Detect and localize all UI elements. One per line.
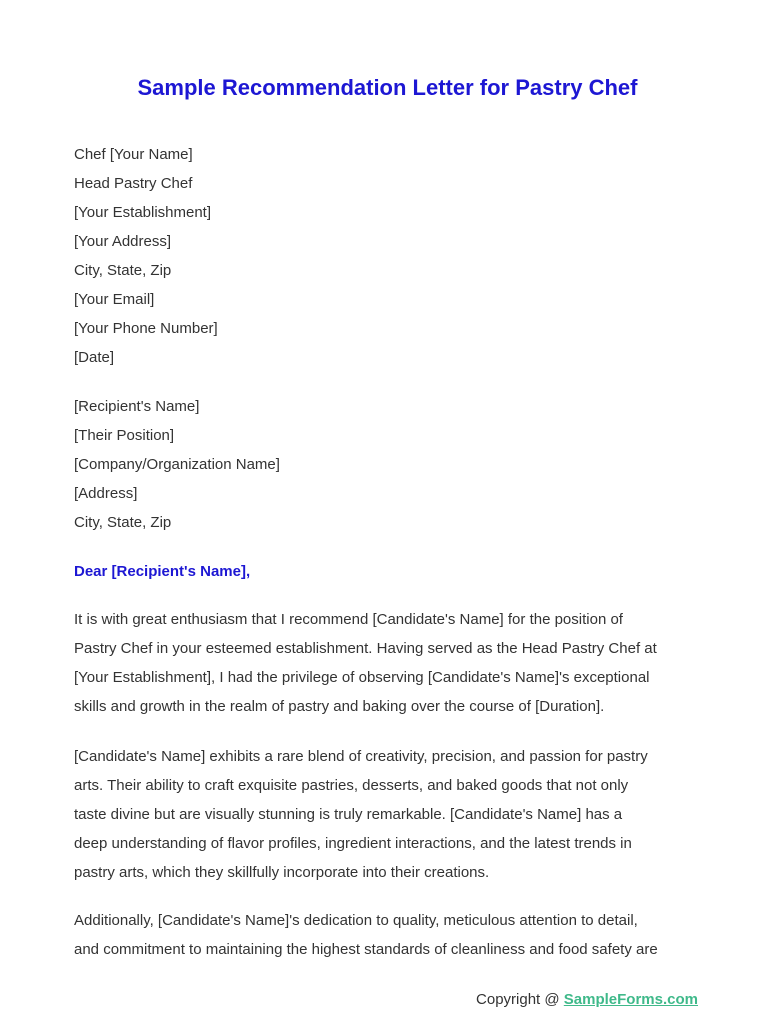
recipient-line: [Company/Organization Name] [74, 456, 280, 473]
paragraph-line: arts. Their ability to craft exquisite pastries, desserts, and baked goods that not only [74, 777, 629, 794]
recipient-address-block [74, 392, 714, 537]
recipient-line: [Recipient's Name] [74, 398, 200, 415]
paragraph-line: pastry arts, which they skillfully incorporate into their creations. [74, 864, 490, 881]
recipient-line: [Address] [74, 485, 138, 502]
sender-address-block [74, 140, 714, 372]
paragraph-line: Pastry Chef in your esteemed establishment. Having served as the Head Pastry Chef at [74, 640, 657, 657]
copyright-footer [476, 987, 698, 1013]
copyright-label: Copyright @ [476, 991, 564, 1008]
paragraph-line: and commitment to maintaining the highest standards of cleanliness and food safety are [74, 941, 658, 958]
paragraph-line: [Candidate's Name] exhibits a rare blend of creativity, precision, and passion for pastry [74, 748, 648, 765]
sender-line: Chef [Your Name] [74, 146, 193, 163]
salutation: Dear [Recipient's Name], [74, 563, 251, 580]
sender-line: [Date] [74, 349, 115, 366]
sender-line: [Your Email] [74, 291, 155, 308]
body-paragraph-3 [74, 906, 704, 964]
paragraph-line: It is with great enthusiasm that I recommend [Candidate's Name] for the position of [74, 611, 623, 628]
sender-line: Head Pastry Chef [74, 175, 193, 192]
paragraph-line: taste divine but are visually stunning is truly remarkable. [Candidate's Name] has a [74, 806, 623, 823]
paragraph-line: [Your Establishment], I had the privilege of observing [Candidate's Name]'s exceptional [74, 669, 650, 686]
body-paragraph-2 [74, 742, 704, 887]
sender-line: [Your Phone Number] [74, 320, 218, 337]
paragraph-line: Additionally, [Candidate's Name]'s dedication to quality, meticulous attention to detail, [74, 912, 638, 929]
recipient-line: [Their Position] [74, 427, 175, 444]
sender-line: [Your Establishment] [74, 204, 212, 221]
sender-line: City, State, Zip [74, 262, 172, 279]
sender-line: [Your Address] [74, 233, 172, 250]
paragraph-line: deep understanding of flavor profiles, ingredient interactions, and the latest trends in [74, 835, 632, 852]
brand-link[interactable]: SampleForms.com [563, 991, 698, 1008]
page-title: Sample Recommendation Letter for Pastry Chef [137, 75, 638, 100]
paragraph-line: skills and growth in the realm of pastry and baking over the course of [Duration]. [74, 698, 605, 715]
recipient-line: City, State, Zip [74, 514, 172, 531]
body-paragraph-1 [74, 605, 704, 721]
